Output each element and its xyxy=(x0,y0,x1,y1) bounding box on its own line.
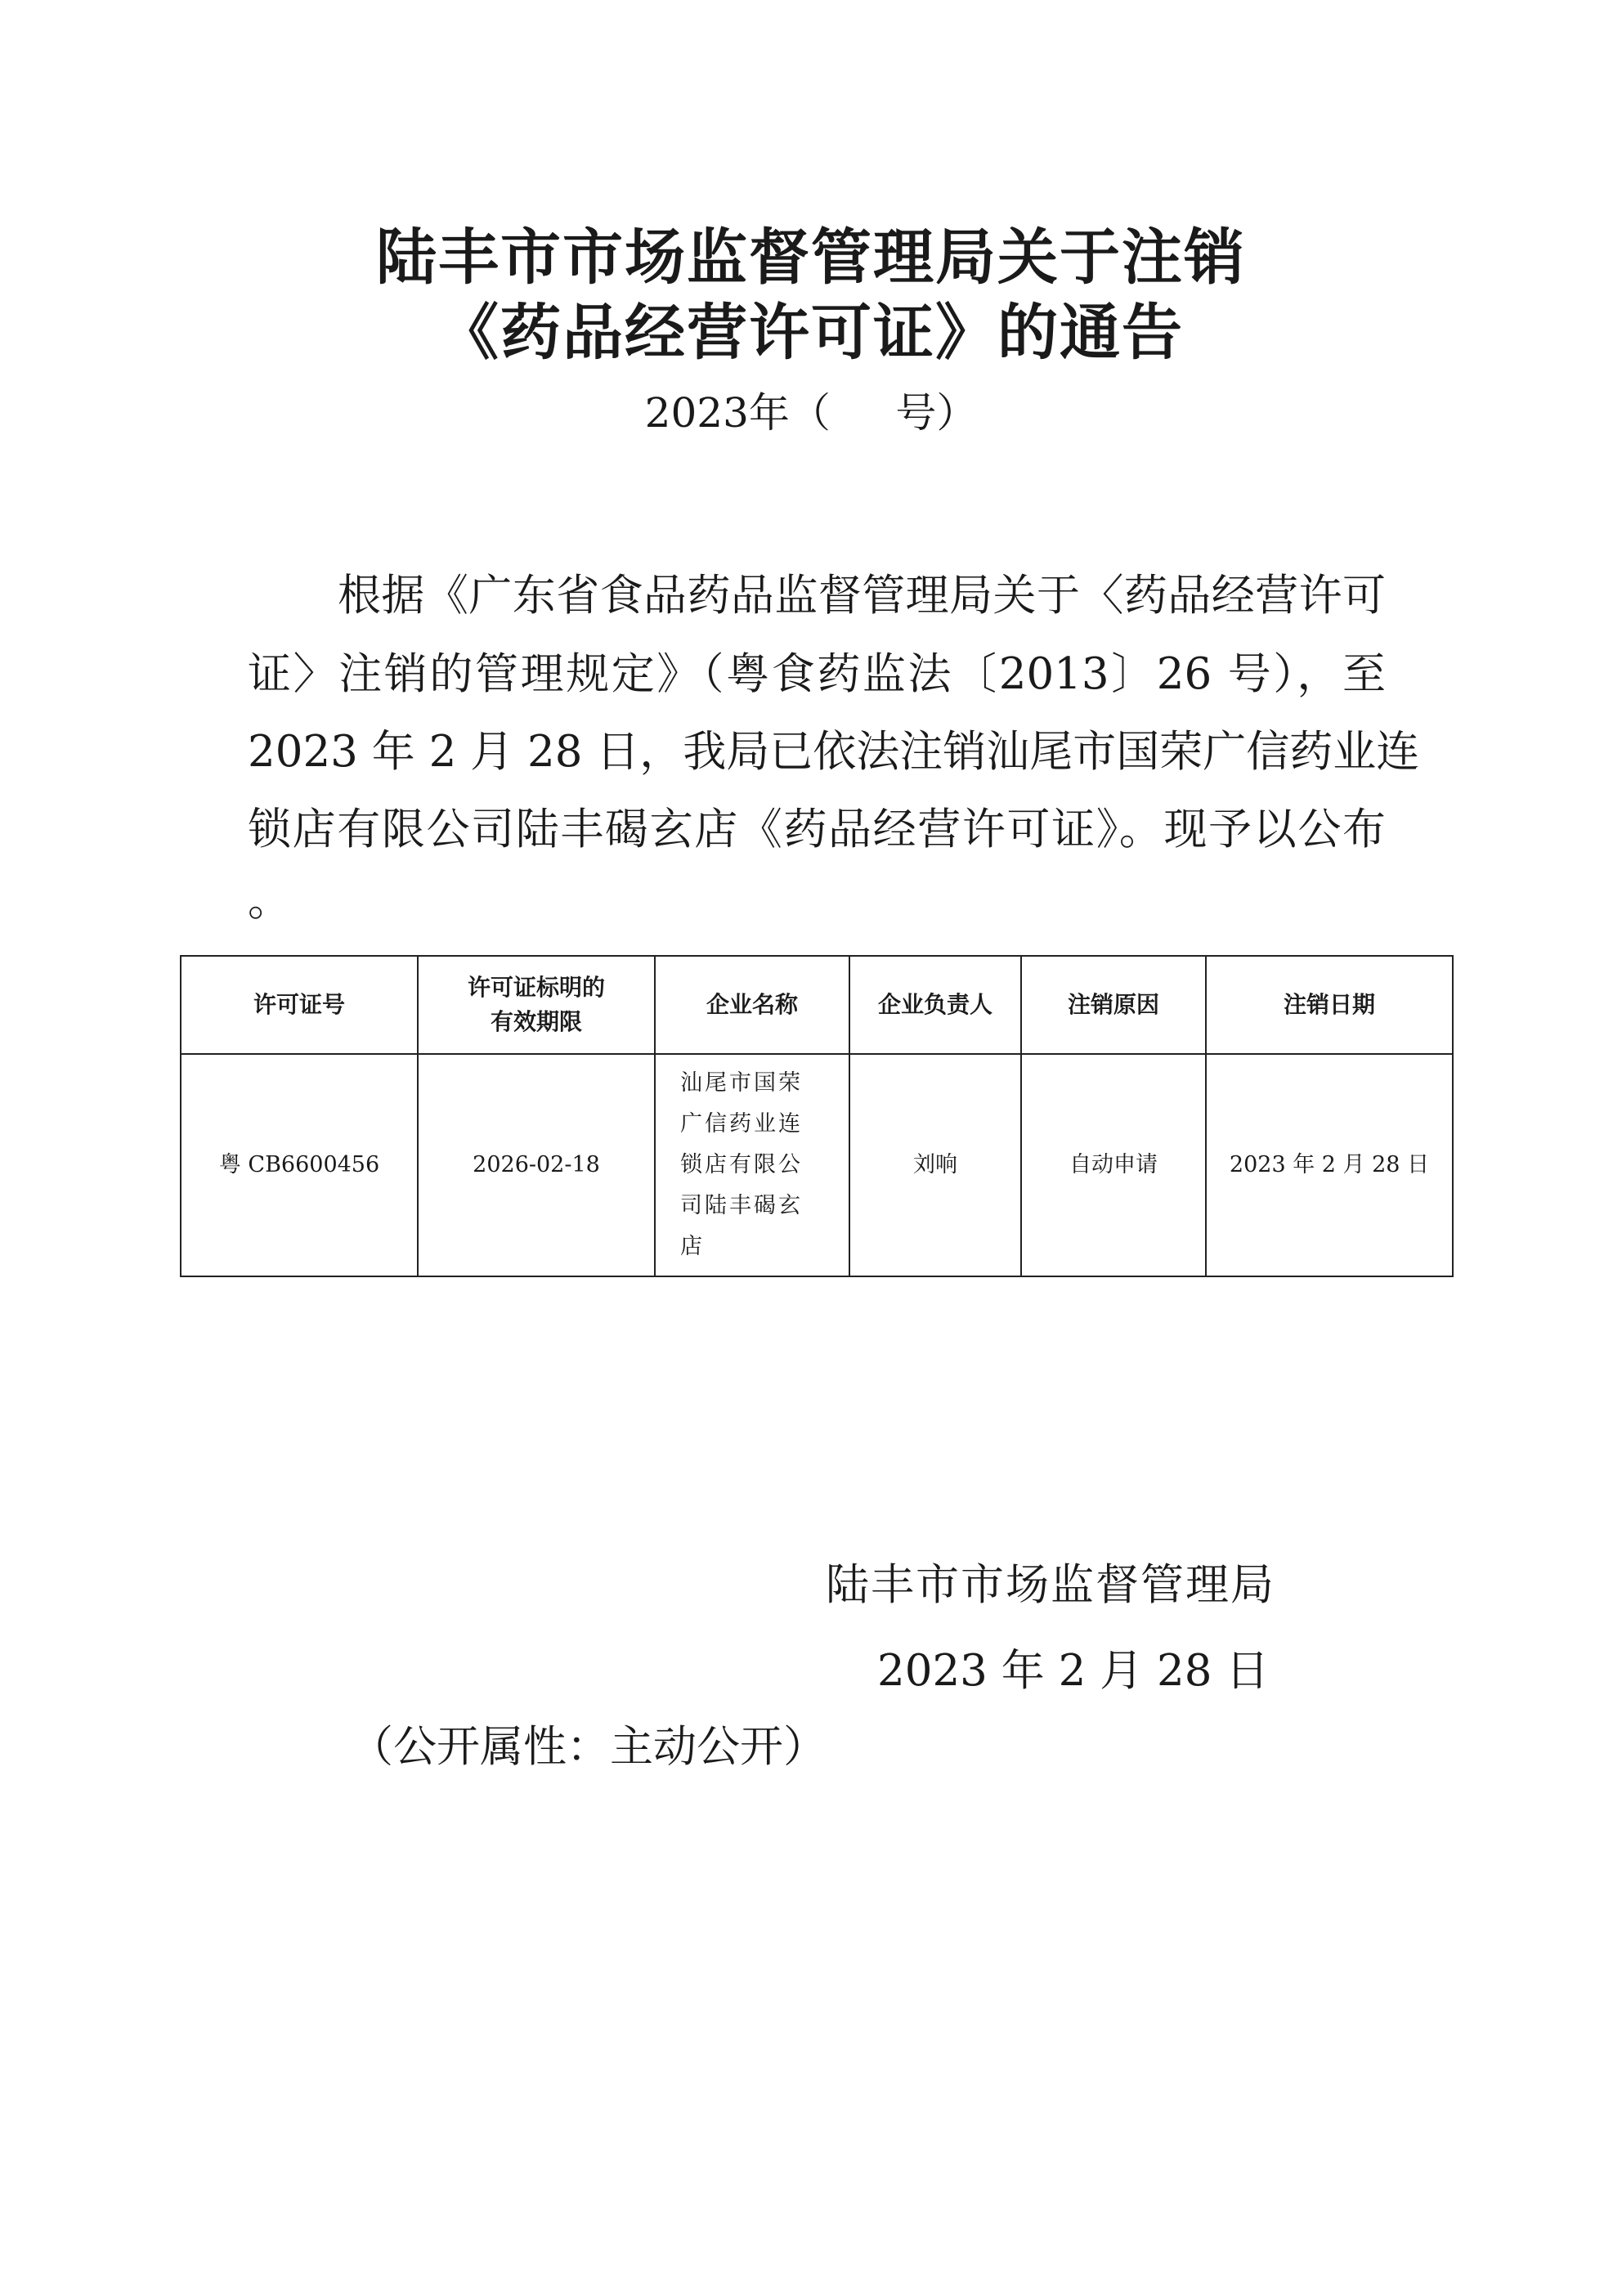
cell-company-text: 汕尾市国荣广信药业连锁店有限公司陆丰碣玄店 xyxy=(680,1070,803,1259)
table-row xyxy=(181,1054,1453,1276)
license-table xyxy=(180,955,1454,1277)
header-person: 企业负责人 xyxy=(849,956,1021,1054)
body-text-line4: 锁店有限公司陆丰碣玄店《药品经营许可证》。现予以公布 xyxy=(248,805,1386,854)
notice-title-line2: 《药品经营许可证》的通告 xyxy=(438,298,1184,368)
body-text-line3: 2023 年 2 月 28 日，我局已依法注销汕尾市国荣广信药业连 xyxy=(248,727,1420,777)
cell-reason: 自动申请 xyxy=(1021,1054,1206,1276)
body-text-line5: 。 xyxy=(248,876,291,926)
header-company: 企业名称 xyxy=(655,956,849,1054)
body-text-line2: 证〉注销的管理规定》（粤食药监法〔2013〕26 号），至 xyxy=(248,649,1386,699)
body-text-line1: 根据《广东省食品药品监督管理局关于〈药品经营许可 xyxy=(338,571,1386,621)
header-reason: 注销原因 xyxy=(1021,956,1206,1054)
header-date: 注销日期 xyxy=(1206,956,1453,1054)
signing-agency: 陆丰市市场监督管理局 xyxy=(826,1560,1275,1610)
cell-validity: 2026-02-18 xyxy=(418,1054,655,1276)
header-validity-line2: 有效期限 xyxy=(490,1008,582,1035)
document-number: 2023年（ 号） xyxy=(644,389,978,437)
cell-company xyxy=(655,1054,849,1276)
signing-date: 2023 年 2 月 28 日 xyxy=(877,1646,1270,1696)
header-license-no: 许可证号 xyxy=(181,956,418,1054)
header-validity xyxy=(418,956,655,1054)
header-validity-line1: 许可证标明的 xyxy=(467,974,605,1001)
cell-person: 刘响 xyxy=(849,1054,1021,1276)
disclosure-attribute: （公开属性：主动公开） xyxy=(350,1722,827,1772)
cell-license-no: 粤 CB6600456 xyxy=(181,1054,418,1276)
table-header-row xyxy=(181,956,1453,1054)
cell-date: 2023 年 2 月 28 日 xyxy=(1206,1054,1453,1276)
notice-title-line1: 陆丰市市场监督管理局关于注销 xyxy=(376,222,1246,293)
